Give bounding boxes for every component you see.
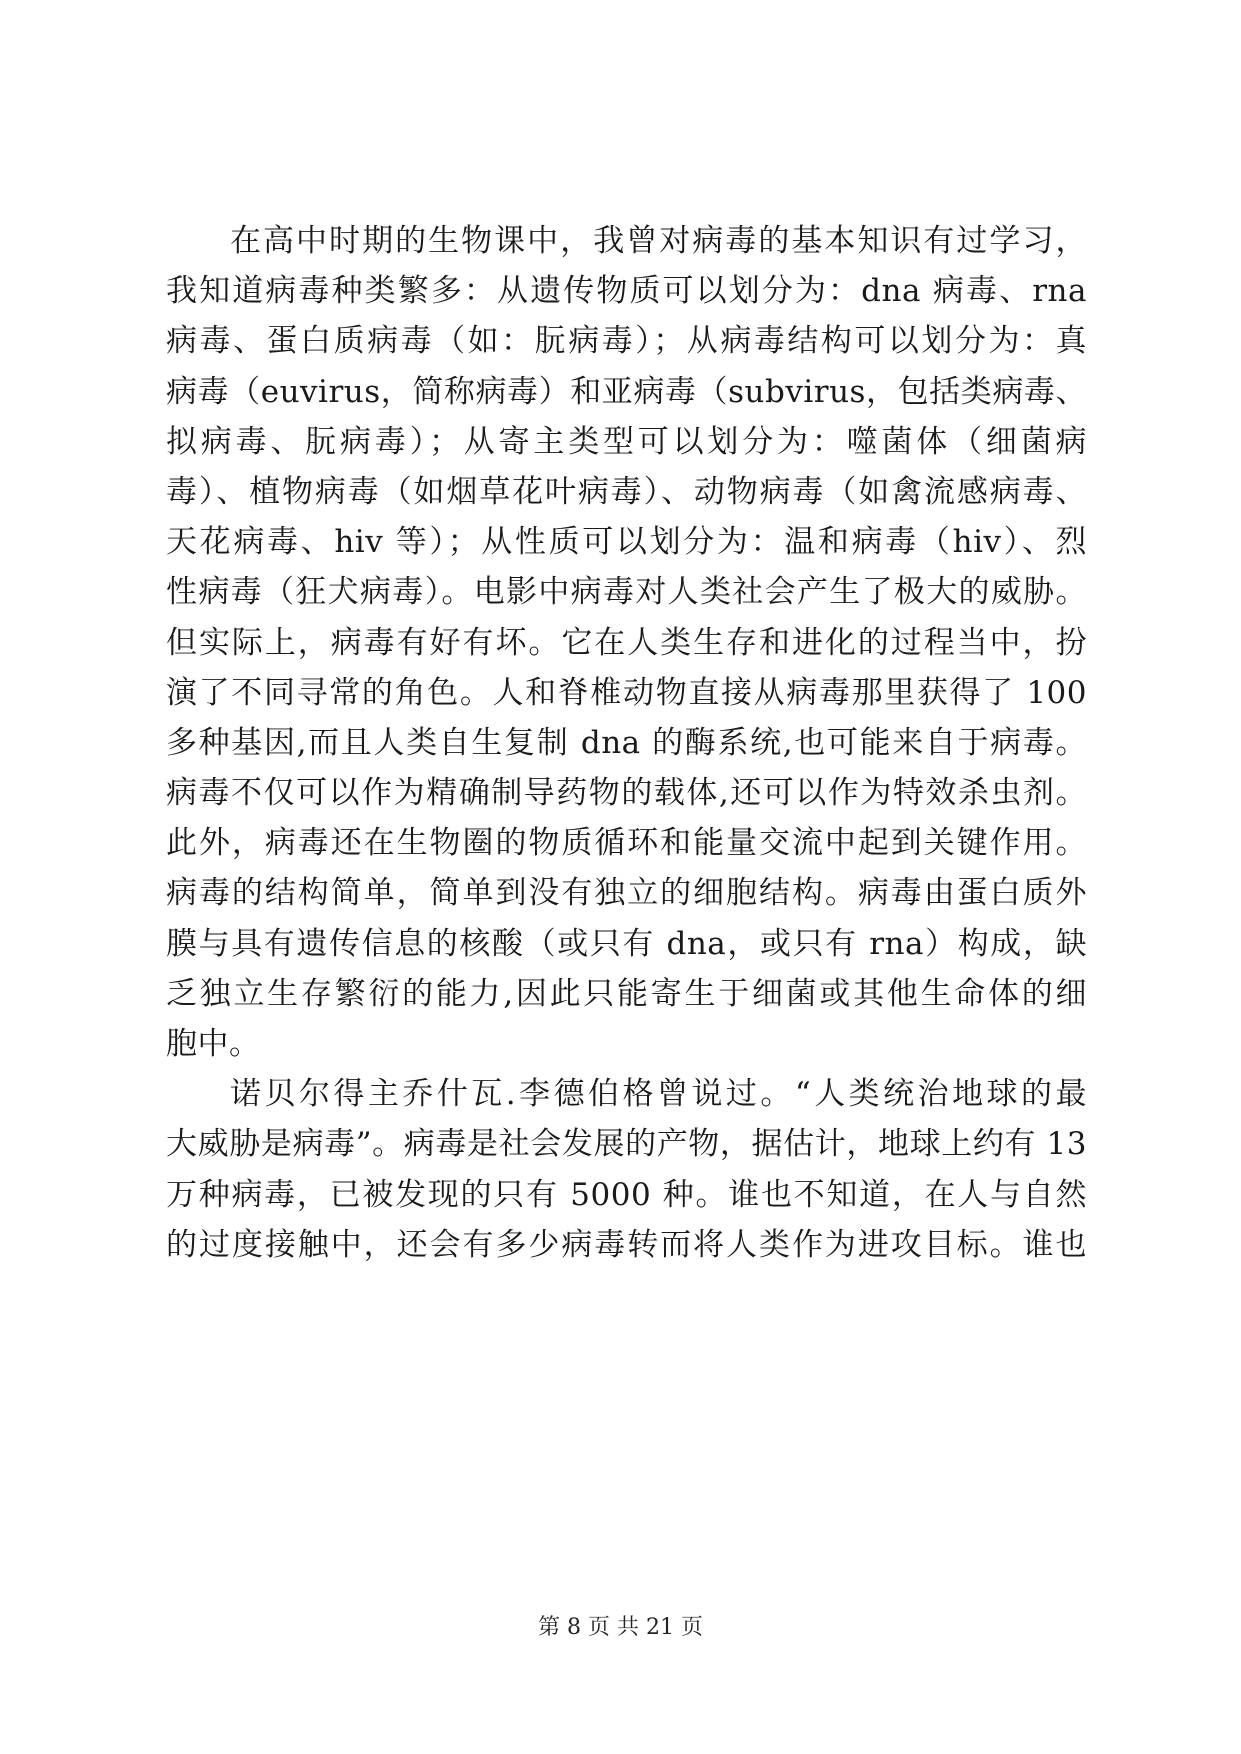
- text-line: 大威胁是病毒”。病毒是社会发展的产物，据估计，地球上约有 13: [166, 1126, 1087, 1163]
- document-body: [166, 216, 1087, 1270]
- text-line: 性病毒（狂犬病毒）。电影中病毒对人类社会产生了极大的威胁。: [166, 574, 1087, 611]
- text-line: 演了不同寻常的角色。人和脊椎动物直接从病毒那里获得了 100: [166, 674, 1087, 711]
- paragraph-2: [166, 1069, 1087, 1270]
- text-line: 膜与具有遗传信息的核酸（或只有 dna，或只有 rna）构成，缺: [166, 925, 1087, 962]
- text-line: 的过度接触中，还会有多少病毒转而将人类作为进攻目标。谁也: [166, 1226, 1087, 1263]
- paragraph-1: [166, 216, 1087, 1069]
- text-line: 病毒、蛋白质病毒（如：朊病毒）；从病毒结构可以划分为：真: [166, 323, 1087, 360]
- text-line: 天花病毒、hiv 等）；从性质可以划分为：温和病毒（hiv）、烈: [166, 524, 1087, 561]
- text-line: 此外，病毒还在生物圈的物质循环和能量交流中起到关键作用。: [166, 825, 1087, 862]
- text-line: 我知道病毒种类繁多：从遗传物质可以划分为：dna 病毒、rna: [166, 273, 1087, 310]
- text-line: 但实际上，病毒有好有坏。它在人类生存和进化的过程当中，扮: [166, 624, 1087, 661]
- text-line: 拟病毒、朊病毒）；从寄主类型可以划分为：噬菌体（细菌病: [166, 423, 1087, 460]
- text-line: 病毒不仅可以作为精确制导药物的载体,还可以作为特效杀虫剂。: [166, 775, 1087, 812]
- text-line: 乏独立生存繁衍的能力,因此只能寄生于细菌或其他生命体的细: [166, 975, 1087, 1012]
- text-line: 在高中时期的生物课中，我曾对病毒的基本知识有过学习，: [230, 223, 1087, 259]
- text-line: 多种基因,而且人类自生复制 dna 的酶系统,也可能来自于病毒。: [166, 724, 1087, 761]
- text-line: 病毒（euvirus，简称病毒）和亚病毒（subvirus，包括类病毒、: [166, 373, 1087, 410]
- text-line: 病毒的结构简单，简单到没有独立的细胞结构。病毒由蛋白质外: [166, 875, 1087, 912]
- text-line: 胞中。: [166, 1026, 261, 1062]
- page-number-footer: 第 8 页 共 21 页: [538, 1615, 703, 1640]
- text-line: 诺贝尔得主乔什瓦.李德伯格曾说过。“人类统治地球的最: [230, 1076, 1087, 1113]
- text-line: 毒）、植物病毒（如烟草花叶病毒）、动物病毒（如禽流感病毒、: [166, 473, 1087, 510]
- text-line: 万种病毒，已被发现的只有 5000 种。谁也不知道，在人与自然: [166, 1176, 1087, 1213]
